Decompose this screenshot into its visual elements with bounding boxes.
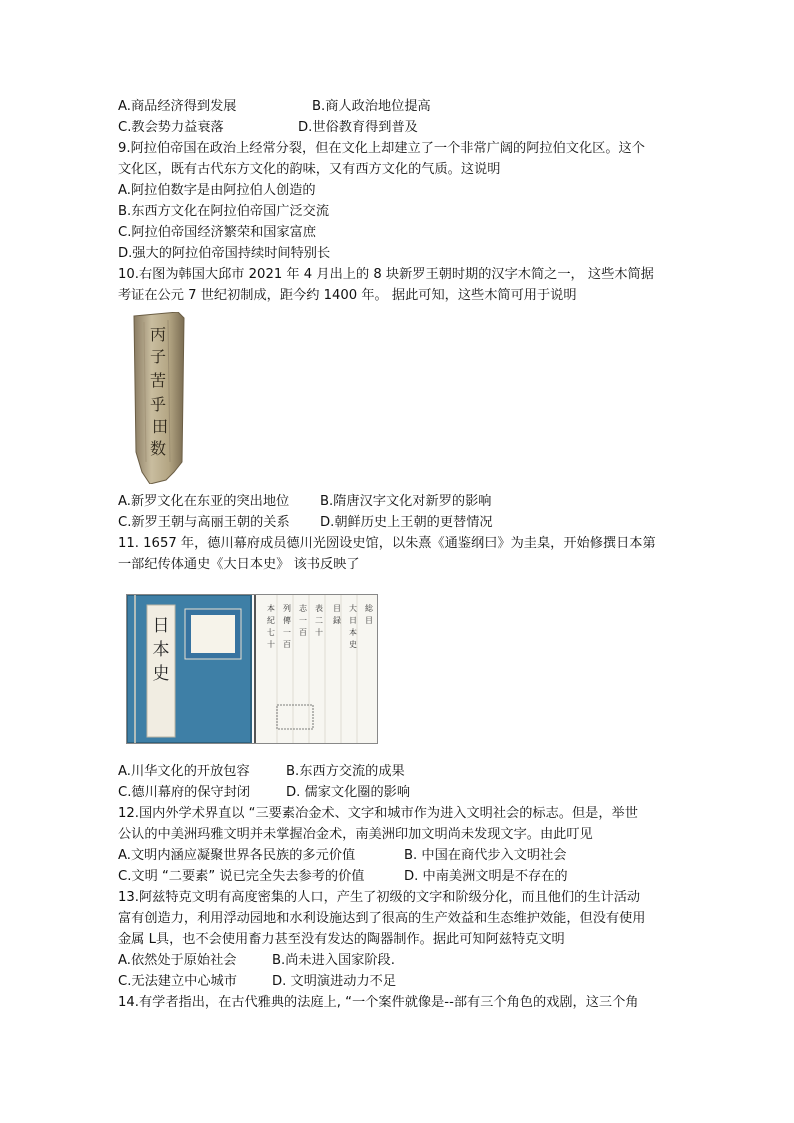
svg-text:乎: 乎 xyxy=(149,395,167,414)
book-graphic xyxy=(127,595,377,743)
svg-text:目: 目 xyxy=(333,604,341,613)
svg-text:七: 七 xyxy=(267,628,275,637)
q10-option-c: C.新罗王朝与高丽王朝的关系 xyxy=(118,515,290,530)
q11-option-b: B.东西方交流的成果 xyxy=(286,764,405,779)
q13-option-d: D. 文明演进动力不足 xyxy=(272,974,397,989)
svg-text:大: 大 xyxy=(349,604,357,613)
q8-option-d: D.世俗教育得到普及 xyxy=(298,120,418,135)
svg-text:日: 日 xyxy=(349,616,357,625)
svg-text:二: 二 xyxy=(315,616,323,625)
svg-text:本: 本 xyxy=(152,640,170,660)
q11-option-a: A.川华文化的开放包容 xyxy=(118,764,250,779)
svg-text:目: 目 xyxy=(365,616,373,625)
svg-text:数: 数 xyxy=(149,439,167,458)
svg-text:志: 志 xyxy=(299,604,307,613)
svg-text:本: 本 xyxy=(349,628,357,637)
q12-option-c: C.文明 “二要素” 说已完全失去参考的价值 xyxy=(118,869,365,884)
q12-option-d: D. 中南美洲文明是不存在的 xyxy=(404,869,568,884)
q12-option-b: B. 中国在商代步入文明社会 xyxy=(404,848,567,863)
svg-text:傳: 傳 xyxy=(283,616,291,625)
svg-text:紀: 紀 xyxy=(267,616,275,625)
q10-option-d: D.朝鲜历史上王朝的更替情况 xyxy=(320,515,493,530)
q13-option-b: B.尚未进入国家阶段. xyxy=(272,953,395,968)
q10-option-a: A.新罗文化在东亚的突出地位 xyxy=(118,494,290,509)
q8-option-row-1 xyxy=(118,98,236,116)
q9-stem-line-2: 文化区，既有古代东方文化的韵味，又有西方文化的气质。这说明 xyxy=(118,162,501,177)
q9-stem-line-1: 9.阿拉伯帝国在政治上经常分裂，但在文化上却建立了一个非常广阔的阿拉伯文化区。这个 xyxy=(118,141,645,156)
q11-stem-line-1: 11. 1657 年，德川幕府成员德川光圀设史馆，以朱熹《通鉴纲曰》为圭臬，开始修撰日本第 xyxy=(118,536,656,551)
q9-option-d: D.强大的阿拉伯帝国持续时间特别长 xyxy=(118,246,331,261)
q12-stem-line-2: 公认的中美洲玛雅文明并未掌握冶金术，南美洲印加文明尚未发现文字。由此叮见 xyxy=(118,827,593,842)
q10-stem-line-2: 考证在公元 7 世纪初制成，距今约 1400 年。 据此可知，这些木简可用于说明 xyxy=(118,288,577,303)
svg-text:史: 史 xyxy=(349,640,357,649)
svg-text:十: 十 xyxy=(267,640,275,649)
svg-text:十: 十 xyxy=(315,628,323,637)
q11-option-c: C.德川幕府的保守封闭 xyxy=(118,785,251,800)
q13-option-c: C.无法建立中心城市 xyxy=(118,974,237,989)
q10-option-b: B.隋唐汉字文化对新罗的影响 xyxy=(320,494,492,509)
svg-text:史: 史 xyxy=(152,664,170,684)
wooden-slip-image xyxy=(128,312,188,484)
svg-text:百: 百 xyxy=(283,640,291,649)
svg-text:録: 録 xyxy=(333,616,341,625)
svg-text:子: 子 xyxy=(149,347,167,366)
q12-stem-line-1: 12.国内外学术界直以 “三要素冶金术、文字和城市作为进入文明社会的标志。但是，举世 xyxy=(118,806,638,821)
q8-option-b: B.商人政治地位提高 xyxy=(312,99,431,114)
q13-stem-line-3: 金属 L具，也不会使用畜力甚至没有发达的陶器制作。据此可知阿兹特克文明 xyxy=(118,932,565,947)
q14-stem-line-1: 14.有学者指出，在古代雅典的法庭上, “一个案件就像是--部有三个角色的戏剧，这三个角 xyxy=(118,995,639,1010)
q9-option-a: A.阿拉伯数字是由阿拉伯人创造的 xyxy=(118,183,316,198)
svg-text:日: 日 xyxy=(152,616,170,636)
q11-option-d: D. 儒家文化圈的影响 xyxy=(286,785,411,800)
svg-text:本: 本 xyxy=(267,604,275,613)
svg-text:列: 列 xyxy=(283,604,291,613)
svg-text:百: 百 xyxy=(299,628,307,637)
svg-text:一: 一 xyxy=(299,616,307,625)
q9-option-b: B.东西方文化在阿拉伯帝国广泛交流 xyxy=(118,204,330,219)
q10-stem-line-1: 10.右图为韩国大邱市 2021 年 4 月出上的 8 块新罗王朝时期的汉字木简之一， 这些木简据 xyxy=(118,267,654,282)
q11-stem-line-2: 一部纪传体通史《大日本史》 该书反映了 xyxy=(118,557,360,572)
q8-option-a: A.商品经济得到发展 xyxy=(118,99,237,114)
svg-text:苦: 苦 xyxy=(149,371,167,390)
q8-option-c: C.教会势力益衰落 xyxy=(118,120,224,135)
svg-text:丙: 丙 xyxy=(149,325,167,344)
q13-stem-line-2: 富有创造力，利用浮动园地和水利设施达到了很高的生产效益和生态维护效能，但没有使用 xyxy=(118,911,646,926)
q13-stem-line-1: 13.阿兹特克文明有高度密集的人口，产生了初级的文字和阶级分化，而且他们的生计活动 xyxy=(118,890,641,905)
svg-text:田: 田 xyxy=(151,417,169,436)
q12-option-a: A.文明内涵应凝聚世界各民族的多元价值 xyxy=(118,848,356,863)
svg-text:表: 表 xyxy=(315,604,323,613)
q13-option-a: A.依然处于原始社会 xyxy=(118,953,237,968)
svg-text:一: 一 xyxy=(283,628,291,637)
q9-option-c: C.阿拉伯帝国经济繁荣和国家富庶 xyxy=(118,225,317,240)
dainihonshi-book-image xyxy=(126,594,378,744)
wooden-slip-graphic xyxy=(128,312,188,484)
svg-text:総: 総 xyxy=(365,604,373,613)
